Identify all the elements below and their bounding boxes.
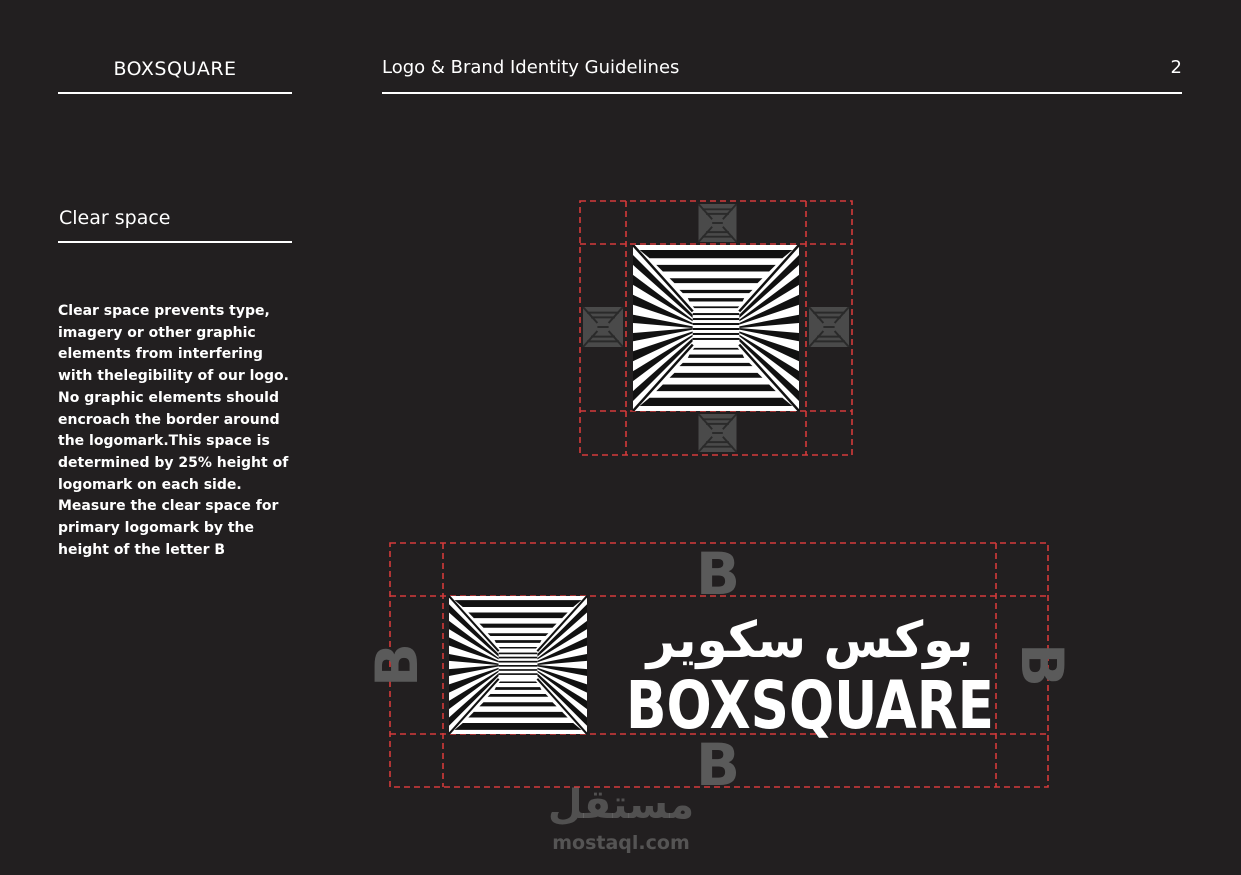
measure-letter-left: B xyxy=(363,642,431,688)
logo-arabic-name: بوكس سكوير xyxy=(646,611,974,669)
measure-letter-top: B xyxy=(695,540,741,608)
measure-mark-right xyxy=(809,307,849,347)
section-body: Clear space prevents type, imagery or other graphic elements from interfering with thelegibility of our logo. No graphic elements should encroach the border around the logomark.This space is determined by 25% height of logomark on each side. Measure the clear space for primary logomark by the height of the letter B xyxy=(58,303,289,558)
full-logo-mark xyxy=(449,596,587,734)
page-number: 2 xyxy=(1170,57,1182,78)
measure-mark-top xyxy=(699,204,737,242)
section-title: Clear space xyxy=(59,207,171,229)
measure-mark-left xyxy=(583,307,623,347)
document-title: Logo & Brand Identity Guidelines xyxy=(382,57,680,78)
logo-latin-name: BOXSQUARE xyxy=(626,667,994,744)
logomark-clear-space-figure xyxy=(580,201,852,455)
measure-letter-right: B xyxy=(1008,642,1076,688)
measure-letter-bottom: B xyxy=(695,731,741,799)
watermark-url: mostaql.com xyxy=(552,832,690,854)
watermark-arabic: مستقل xyxy=(547,782,695,828)
logomark xyxy=(633,245,799,411)
full-logo-clear-space-figure xyxy=(363,540,1076,799)
measure-mark-bottom xyxy=(699,414,737,452)
brand-name: BOXSQUARE xyxy=(113,58,237,80)
